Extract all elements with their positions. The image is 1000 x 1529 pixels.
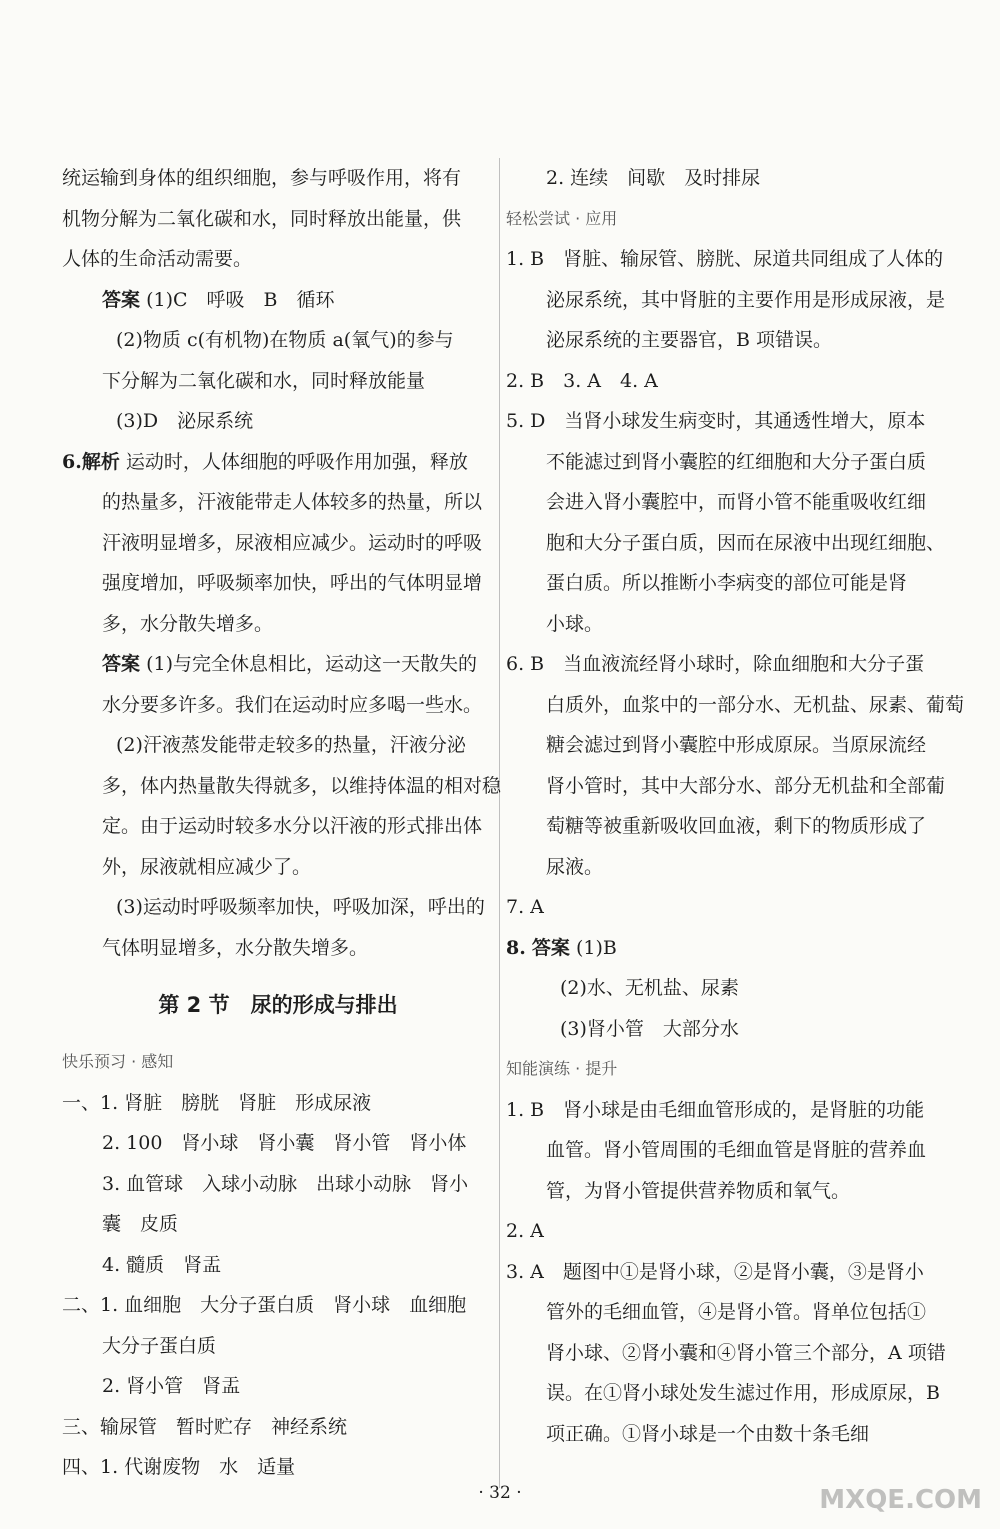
text-line: 泌尿系统的主要器官，B 项错误。 — [546, 329, 833, 351]
text-line: 统运输到身体的组织细胞，参与呼吸作用，将有 — [62, 167, 462, 189]
text-line: 四、1. 代谢废物 水 适量 — [62, 1456, 296, 1478]
left-column — [62, 158, 502, 1488]
answer-text: (1)B — [575, 936, 617, 959]
page-number: · 32 · — [478, 1483, 522, 1503]
text-line: 小球。 — [546, 612, 604, 635]
column-divider — [499, 158, 500, 1488]
text-line: 1. B 肾脏、输尿管、膀胱、尿道共同组成了人体的 — [506, 248, 944, 270]
section-heading-try: 轻松尝试 · 应用 — [506, 208, 618, 228]
answer-text: (1)C 呼吸 B 循环 — [146, 288, 335, 311]
question-number: 8. — [506, 936, 526, 959]
text-line: 2. B 3. A 4. A — [506, 369, 658, 392]
text-line: 大分子蛋白质 — [102, 1334, 217, 1357]
question-number: 6. — [62, 450, 82, 473]
text-line: 2. 肾小管 肾盂 — [102, 1375, 241, 1397]
text-line: 外，尿液就相应减少了。 — [102, 855, 312, 878]
text-line: 水分要多许多。我们在运动时应多喝一些水。 — [102, 693, 483, 716]
text-line: 一、1. 肾脏 膀胱 肾脏 形成尿液 — [62, 1091, 372, 1114]
text-line: 4. 髓质 肾盂 — [102, 1253, 222, 1276]
text-line: 管外的毛细血管，④是肾小管。肾单位包括① — [546, 1301, 927, 1323]
watermark: MXQE.COM — [819, 1485, 982, 1515]
text-line: 人体的生命活动需要。 — [62, 248, 253, 270]
text-line: 强度增加，呼吸频率加快，呼出的气体明显增 — [102, 572, 483, 594]
text-line: 肾小管时，其中大部分水、部分无机盐和全部葡 — [546, 774, 946, 797]
answer-label: 答案 — [102, 288, 141, 311]
text-line: 泌尿系统，其中肾脏的主要作用是形成尿液，是 — [546, 288, 946, 311]
text-line: 多，体内热量散失得就多，以维持体温的相对稳 — [102, 774, 502, 797]
analysis-text: 运动时，人体细胞的呼吸作用加强，释放 — [125, 450, 468, 473]
text-line: (2)物质 c(有机物)在物质 a(氧气)的参与 — [116, 329, 454, 351]
right-column — [506, 158, 965, 1454]
text-line: 项正确。①肾小球是一个由数十条毛细 — [546, 1422, 870, 1445]
text-line: (2)汗液蒸发能带走较多的热量，汗液分泌 — [116, 734, 466, 756]
text-line: 下分解为二氧化碳和水，同时释放能量 — [102, 369, 426, 392]
text-line: 糖会滤过到肾小囊腔中形成原尿。当原尿流经 — [546, 734, 927, 756]
text-line: 蛋白质。所以推断小李病变的部位可能是肾 — [546, 572, 908, 594]
text-line: 误。在①肾小球处发生滤过作用，形成原尿，B — [546, 1382, 940, 1404]
text-line: 1. B 肾小球是由毛细血管形成的，是肾脏的功能 — [506, 1098, 925, 1121]
section-title: 第 2 节 尿的形成与排出 — [158, 993, 398, 1017]
text-line: 不能滤过到肾小囊腔的红细胞和大分子蛋白质 — [546, 450, 927, 473]
text-line: 血管。肾小管周围的毛细血管是肾脏的营养血 — [546, 1139, 927, 1161]
answer-5-1 — [62, 280, 494, 321]
text-line: 机物分解为二氧化碳和水，同时释放出能量，供 — [62, 207, 462, 230]
text-line: 定。由于运动时较多水分以汗液的形式排出体 — [102, 815, 483, 837]
text-line: 白质外，血浆中的一部分水、无机盐、尿素、葡萄 — [546, 693, 965, 716]
text-line: 2. A — [506, 1220, 544, 1242]
text-line: 3. 血管球 入球小动脉 出球小动脉 肾小 — [102, 1172, 469, 1195]
text-line: 囊 皮质 — [102, 1213, 179, 1235]
text-line: 3. A 题图中①是肾小球，②是肾小囊，③是肾小 — [506, 1260, 924, 1283]
text-line: 2. 连续 间歇 及时排尿 — [546, 167, 761, 189]
answer-6-1 — [62, 644, 494, 685]
text-line: (3)D 泌尿系统 — [116, 410, 254, 432]
text-line: 气体明显增多，水分散失增多。 — [102, 936, 369, 959]
section-heading-preview: 快乐预习 · 感知 — [62, 1052, 174, 1071]
text-line: (3)肾小管 大部分水 — [560, 1017, 739, 1040]
text-line: 肾小球、②肾小囊和④肾小管三个部分，A 项错 — [546, 1341, 946, 1364]
text-line: 2. 100 肾小球 肾小囊 肾小管 肾小体 — [102, 1132, 467, 1154]
text-line: 三、输尿管 暂时贮存 神经系统 — [62, 1415, 348, 1438]
text-line: 5. D 当肾小球发生病变时，其通透性增大，原本 — [506, 410, 926, 432]
section-heading-drill: 知能演练 · 提升 — [506, 1059, 618, 1078]
text-line: 会进入肾小囊腔中，而肾小管不能重吸收红细 — [546, 491, 927, 513]
text-line: 汗液明显增多，尿液相应减少。运动时的呼吸 — [102, 531, 483, 554]
text-line: (3)运动时呼吸频率加快，呼吸加深，呼出的 — [116, 896, 485, 918]
answer-8 — [506, 928, 936, 969]
answer-text: (1)与完全休息相比，运动这一天散失的 — [146, 653, 477, 675]
text-line: 6. B 当血液流经肾小球时，除血细胞和大分子蛋 — [506, 653, 925, 675]
answer-label: 答案 — [531, 936, 570, 959]
text-line: 多，水分散失增多。 — [102, 612, 274, 635]
text-line: 的热量多，汗液能带走人体较多的热量，所以 — [102, 491, 483, 513]
text-line: (2)水、无机盐、尿素 — [560, 977, 739, 999]
text-line: 萄糖等被重新吸收回血液，剩下的物质形成了 — [546, 815, 927, 837]
text-line: 7. A — [506, 896, 544, 918]
text-line: 尿液。 — [546, 855, 604, 878]
text-line: 管，为肾小管提供营养物质和氧气。 — [546, 1179, 851, 1202]
question-6-analysis — [62, 442, 494, 483]
text-line: 二、1. 血细胞 大分子蛋白质 肾小球 血细胞 — [62, 1294, 467, 1316]
text-line: 胞和大分子蛋白质，因而在尿液中出现红细胞、 — [546, 531, 946, 554]
analysis-label: 解析 — [81, 450, 120, 473]
answer-label: 答案 — [102, 653, 141, 675]
